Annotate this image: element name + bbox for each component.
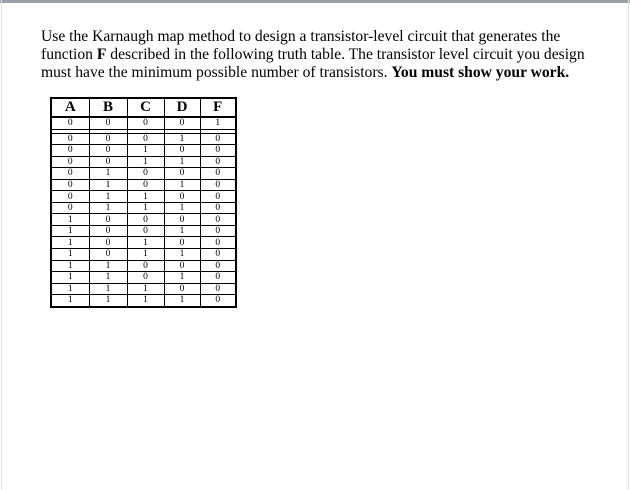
table-row	[51, 133, 236, 145]
table-cell: 0	[164, 260, 200, 272]
table-cell: 1	[51, 260, 89, 272]
table-cell: 1	[127, 145, 164, 157]
table-cell: 0	[200, 133, 236, 145]
table-cell: 0	[164, 117, 200, 129]
table-cell: 1	[164, 272, 200, 284]
table-row	[51, 117, 236, 129]
table-cell: 1	[51, 225, 89, 237]
table-cell: 1	[89, 272, 127, 284]
header-b: B	[89, 98, 127, 117]
table-cell: 0	[89, 214, 127, 226]
table-cell: 0	[200, 249, 236, 261]
table-cell: 0	[200, 283, 236, 295]
table-cell: 0	[200, 145, 236, 157]
table-cell: 0	[200, 260, 236, 272]
header-row	[51, 98, 236, 117]
table-row	[51, 156, 236, 168]
table-cell: 0	[200, 225, 236, 237]
table-cell: 0	[127, 117, 164, 129]
table-cell: 1	[89, 179, 127, 191]
table-cell: 1	[127, 295, 164, 307]
table-cell: 1	[89, 295, 127, 307]
table-cell: 0	[164, 145, 200, 157]
table-row	[51, 214, 236, 226]
table-cell: 1	[164, 156, 200, 168]
table-cell: 1	[127, 191, 164, 203]
table-cell: 0	[51, 202, 89, 214]
table-cell: 0	[127, 214, 164, 226]
table-cell: 0	[89, 117, 127, 129]
table-row	[51, 272, 236, 284]
table-cell: 0	[51, 191, 89, 203]
table-cell: 1	[89, 260, 127, 272]
problem-text: described in the following truth table. The transistor level circuit you design	[106, 46, 585, 63]
table-cell: 0	[51, 145, 89, 157]
problem-line-3	[41, 64, 621, 82]
table-cell: 0	[200, 156, 236, 168]
table-cell: 0	[164, 191, 200, 203]
emphasis-instruction: You must show your work.	[391, 64, 570, 81]
table-cell: 1	[200, 117, 236, 129]
table-row	[51, 179, 236, 191]
table-cell: 1	[127, 249, 164, 261]
table-cell: 1	[51, 295, 89, 307]
header-a: A	[51, 98, 89, 117]
table-cell: 0	[89, 133, 127, 145]
header-f: F	[200, 98, 236, 117]
table-cell: 1	[89, 283, 127, 295]
table-cell: 1	[164, 249, 200, 261]
table-row	[51, 283, 236, 295]
table-cell: 0	[200, 168, 236, 180]
table-cell: 1	[164, 133, 200, 145]
table-cell: 1	[164, 295, 200, 307]
table-cell: 0	[51, 117, 89, 129]
table-cell: 0	[127, 168, 164, 180]
table-cell: 0	[89, 156, 127, 168]
table-cell: 0	[200, 272, 236, 284]
table-row	[51, 168, 236, 180]
table-cell: 1	[127, 237, 164, 249]
table-cell: 0	[200, 295, 236, 307]
table-cell: 0	[164, 168, 200, 180]
table-cell: 1	[127, 283, 164, 295]
table-cell: 0	[127, 225, 164, 237]
problem-line-1	[41, 28, 621, 46]
table-cell: 0	[127, 133, 164, 145]
table-cell: 1	[164, 202, 200, 214]
table-cell: 1	[89, 191, 127, 203]
table-cell: 0	[200, 237, 236, 249]
table-cell: 0	[127, 260, 164, 272]
problem-text: Use the Karnaugh map method to design a transistor-level circuit that generates the	[41, 28, 561, 45]
table-cell: 0	[89, 237, 127, 249]
function-name: F	[96, 46, 107, 63]
table-cell: 0	[200, 214, 236, 226]
table-cell: 1	[164, 179, 200, 191]
table-row	[51, 295, 236, 307]
table-row	[51, 237, 236, 249]
table-cell: 0	[127, 179, 164, 191]
top-border	[0, 0, 630, 3]
table-cell: 1	[164, 225, 200, 237]
table-cell: 0	[89, 249, 127, 261]
table-cell: 0	[89, 225, 127, 237]
left-border	[1, 0, 2, 490]
truth-table-body	[51, 117, 236, 307]
header-d: D	[164, 98, 200, 117]
problem-statement	[41, 28, 621, 82]
table-cell: 0	[51, 179, 89, 191]
table-cell: 1	[127, 202, 164, 214]
table-row	[51, 249, 236, 261]
truth-table-header	[51, 98, 236, 117]
table-cell: 0	[164, 237, 200, 249]
table-cell: 0	[89, 145, 127, 157]
problem-line-2	[41, 46, 621, 64]
table-cell: 0	[127, 272, 164, 284]
table-cell: 0	[164, 283, 200, 295]
table-cell: 1	[51, 272, 89, 284]
problem-text: function	[41, 46, 97, 63]
table-cell: 1	[51, 214, 89, 226]
table-cell: 1	[127, 156, 164, 168]
table-cell: 0	[200, 191, 236, 203]
table-cell: 0	[51, 156, 89, 168]
truth-table	[50, 97, 237, 308]
table-row	[51, 145, 236, 157]
table-cell: 1	[89, 168, 127, 180]
table-row	[51, 225, 236, 237]
table-cell: 0	[200, 202, 236, 214]
table-cell: 1	[51, 249, 89, 261]
problem-text: must have the minimum possible number of transistors.	[41, 64, 392, 81]
table-row	[51, 191, 236, 203]
table-cell: 0	[164, 214, 200, 226]
table-cell: 0	[51, 133, 89, 145]
table-cell: 0	[200, 179, 236, 191]
header-c: C	[127, 98, 164, 117]
table-row	[51, 202, 236, 214]
table-row	[51, 260, 236, 272]
table-cell: 0	[51, 168, 89, 180]
right-border	[628, 0, 629, 490]
table-cell: 1	[89, 202, 127, 214]
table-cell: 1	[51, 283, 89, 295]
table-cell: 1	[51, 237, 89, 249]
